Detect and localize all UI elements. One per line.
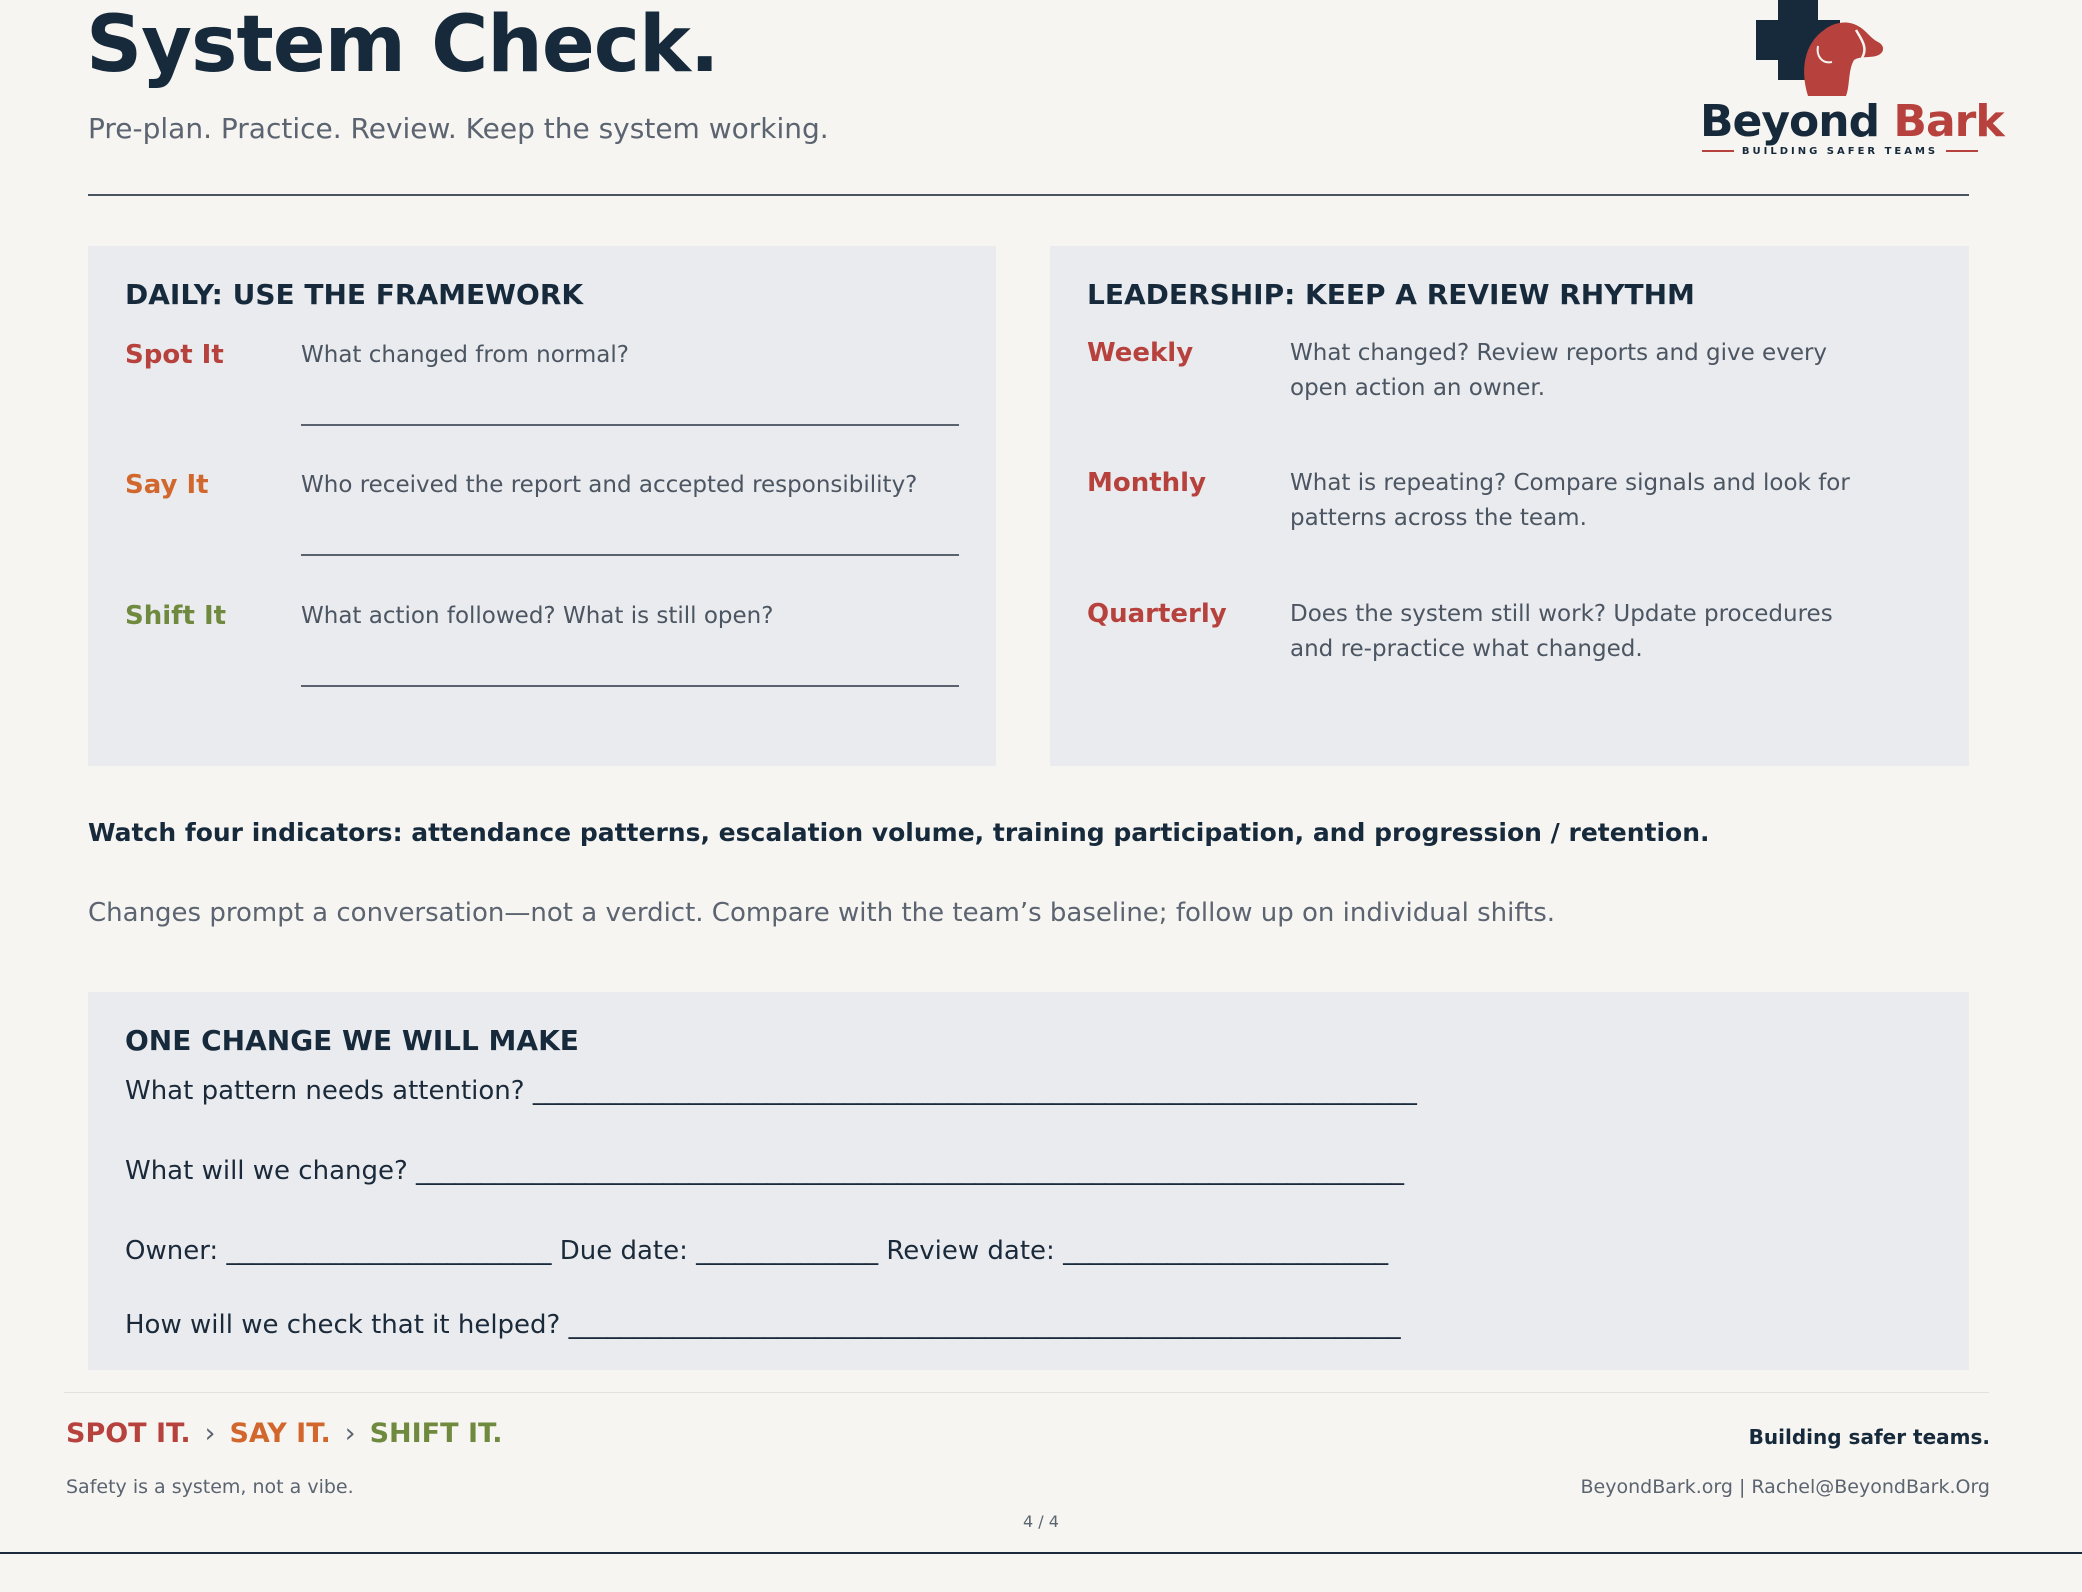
spot-it-question: What changed from normal?	[301, 342, 629, 368]
monthly-label: Monthly	[1087, 468, 1207, 498]
check-helped-field[interactable]: How will we check that it helped? ________________________________________________________________	[125, 1310, 1401, 1340]
brand-name: Beyond Bark	[1700, 96, 2004, 147]
chevron-right-icon: ›	[344, 1418, 356, 1449]
footer-divider	[64, 1392, 1989, 1393]
footer-shift-it: SHIFT IT.	[369, 1418, 503, 1449]
weekly-label: Weekly	[1087, 338, 1194, 368]
spot-it-answer-line[interactable]	[301, 424, 959, 426]
shift-it-label: Shift It	[125, 601, 227, 631]
page-bottom-border	[0, 1552, 2082, 1554]
shift-it-answer-line[interactable]	[301, 685, 959, 687]
footer-say-it: SAY IT.	[229, 1418, 331, 1449]
quarterly-label: Quarterly	[1087, 599, 1227, 629]
owner-dates-field[interactable]: Owner: _________________________ Due date: ______________ Review date: _________________________	[125, 1236, 1389, 1266]
pattern-attention-field[interactable]: What pattern needs attention? ____________________________________________________________________	[125, 1076, 1417, 1106]
header-divider	[88, 194, 1969, 196]
page-number: 4 / 4	[1023, 1512, 1059, 1531]
baseline-note: Changes prompt a conversation—not a verdict. Compare with the team’s baseline; follow up on individual shifts.	[88, 898, 1556, 928]
footer-spot-it: SPOT IT.	[66, 1418, 191, 1449]
shift-it-question: What action followed? What is still open?	[301, 603, 774, 629]
footer-tagline: Safety is a system, not a vibe.	[66, 1476, 354, 1498]
footer-contact[interactable]: BeyondBark.org | Rachel@BeyondBark.Org	[1580, 1476, 1990, 1498]
what-change-field[interactable]: What will we change? ____________________________________________________________________________	[125, 1156, 1405, 1186]
footer-framework-tags	[66, 1418, 503, 1449]
page-subtitle: Pre-plan. Practice. Review. Keep the system working.	[88, 112, 829, 145]
footer-slogan: Building safer teams.	[1748, 1425, 1990, 1449]
quarterly-text: Does the system still work? Update procedures and re-practice what changed.	[1290, 601, 1833, 662]
spot-it-label: Spot It	[125, 340, 224, 370]
page-title: System Check.	[86, 0, 719, 90]
cross-dog-icon	[1700, 0, 1980, 100]
brand-logo	[1700, 0, 2004, 160]
one-change-card	[88, 992, 1969, 1370]
say-it-label: Say It	[125, 470, 209, 500]
say-it-question: Who received the report and accepted responsibility?	[301, 472, 918, 498]
leadership-review-card	[1050, 246, 1969, 766]
daily-heading: DAILY: USE THE FRAMEWORK	[125, 278, 584, 311]
weekly-text: What changed? Review reports and give every open action an owner.	[1290, 340, 1828, 401]
monthly-text: What is repeating? Compare signals and look for patterns across the team.	[1290, 470, 1850, 531]
say-it-answer-line[interactable]	[301, 554, 959, 556]
leadership-heading: LEADERSHIP: KEEP A REVIEW RHYTHM	[1087, 278, 1695, 311]
one-change-heading: ONE CHANGE WE WILL MAKE	[125, 1024, 579, 1057]
daily-framework-card	[88, 246, 996, 766]
brand-tagline: BUILDING SAFER TEAMS	[1700, 146, 1980, 157]
chevron-right-icon: ›	[204, 1418, 216, 1449]
indicators-statement: Watch four indicators: attendance patterns, escalation volume, training participation, and progression / retention.	[88, 818, 1710, 847]
